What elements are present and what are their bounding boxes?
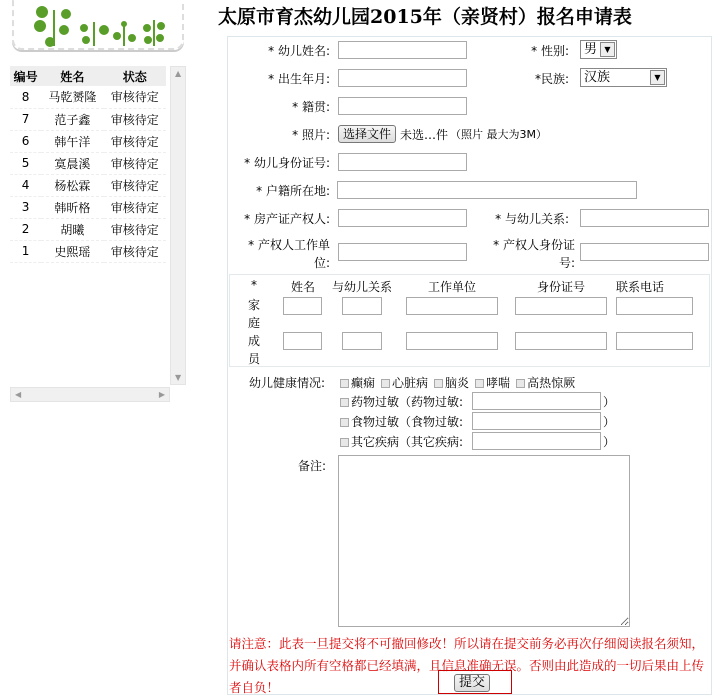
table-row[interactable] bbox=[10, 86, 166, 108]
row-status: 审核待定 bbox=[104, 196, 166, 218]
ethnic-select[interactable] bbox=[580, 68, 667, 87]
checkbox[interactable] bbox=[434, 379, 443, 388]
family-col-phone: 联系电话 bbox=[616, 280, 665, 294]
scroll-up-icon[interactable]: ▲ bbox=[175, 69, 182, 78]
page-title: 太原市育杰幼儿园2015年（亲贤村）报名申请表 bbox=[218, 6, 632, 28]
submit-frame bbox=[438, 670, 512, 694]
health-extra-label: 其它疾病 bbox=[351, 435, 400, 449]
row-status: 审核待定 bbox=[104, 108, 166, 130]
checkbox[interactable] bbox=[516, 379, 525, 388]
vertical-scrollbar[interactable] bbox=[170, 66, 186, 385]
scroll-right-icon[interactable]: ▶ bbox=[158, 390, 165, 399]
table-row[interactable] bbox=[10, 240, 166, 262]
row-name: 韩昕格 bbox=[41, 196, 103, 218]
family-name-input[interactable] bbox=[283, 297, 322, 315]
row-status: 审核待定 bbox=[104, 86, 166, 108]
row-name: 韩午洋 bbox=[41, 130, 103, 152]
health-extra-prompt: （药物过敏: bbox=[399, 395, 464, 409]
family-required-mark: * bbox=[251, 278, 257, 292]
owner-work-input[interactable] bbox=[338, 243, 467, 261]
scroll-left-icon[interactable]: ◀ bbox=[15, 390, 22, 399]
relation-label: * 与幼儿关系: bbox=[495, 212, 569, 226]
family-label: 成 bbox=[248, 334, 261, 348]
photo-label: * 照片: bbox=[292, 128, 330, 142]
chevron-down-icon: ▼ bbox=[650, 70, 665, 85]
ethnic-value: 汉族 bbox=[584, 70, 611, 85]
family-id-input[interactable] bbox=[515, 332, 607, 350]
family-col-name: 姓名 bbox=[291, 280, 316, 294]
hukou-label: * 户籍所在地: bbox=[256, 184, 330, 198]
family-relation-input[interactable] bbox=[342, 332, 382, 350]
plant-decoration-icon bbox=[14, 0, 182, 48]
row-id: 6 bbox=[10, 130, 41, 152]
row-id: 4 bbox=[10, 174, 41, 196]
scroll-down-icon[interactable]: ▼ bbox=[175, 373, 182, 382]
health-extra-label: 药物过敏 bbox=[351, 395, 400, 409]
table-row[interactable] bbox=[10, 108, 166, 130]
id-input[interactable] bbox=[338, 153, 467, 171]
family-label: 庭 bbox=[248, 316, 261, 330]
owner-work-label: * 产权人工作单 bbox=[248, 238, 330, 252]
family-phone-input[interactable] bbox=[616, 297, 693, 315]
horizontal-scrollbar[interactable] bbox=[10, 387, 170, 402]
photo-hint: （照片 最大为3M） bbox=[450, 128, 547, 141]
health-option-label: 哮喘 bbox=[486, 376, 511, 390]
row-status: 审核待定 bbox=[104, 174, 166, 196]
child-name-input[interactable] bbox=[338, 41, 467, 59]
checkbox[interactable] bbox=[381, 379, 390, 388]
family-phone-input[interactable] bbox=[616, 332, 693, 350]
health-option[interactable] bbox=[381, 376, 428, 390]
family-work-input[interactable] bbox=[406, 332, 498, 350]
row-name: 马乾赟隆 bbox=[41, 86, 103, 108]
health-option-label: 癫痫 bbox=[351, 376, 376, 390]
health-extra-input[interactable] bbox=[472, 432, 601, 450]
row-id: 3 bbox=[10, 196, 41, 218]
checkbox[interactable] bbox=[340, 398, 349, 407]
health-extra-input[interactable] bbox=[472, 392, 601, 410]
row-id: 7 bbox=[10, 108, 41, 130]
native-input[interactable] bbox=[338, 97, 467, 115]
row-id: 2 bbox=[10, 218, 41, 240]
row-name: 史熙瑶 bbox=[41, 240, 103, 262]
health-option-label: 高热惊厥 bbox=[527, 376, 576, 390]
gender-select[interactable] bbox=[580, 40, 617, 59]
health-extra-option[interactable] bbox=[340, 433, 463, 450]
checkbox[interactable] bbox=[475, 379, 484, 388]
table-row[interactable] bbox=[10, 152, 166, 174]
row-name: 杨松霖 bbox=[41, 174, 103, 196]
owner-label: * 房产证产权人: bbox=[244, 212, 330, 226]
birth-input[interactable] bbox=[338, 69, 467, 87]
owner-work-label-2: 位: bbox=[313, 256, 330, 270]
checkbox[interactable] bbox=[340, 418, 349, 427]
checkbox[interactable] bbox=[340, 438, 349, 447]
applicant-list bbox=[10, 66, 166, 263]
health-extra-option[interactable] bbox=[340, 393, 463, 410]
native-label: * 籍贯: bbox=[292, 100, 330, 114]
close-paren: ） bbox=[603, 415, 616, 429]
chevron-down-icon: ▼ bbox=[600, 42, 615, 57]
family-col-relation: 与幼儿关系 bbox=[332, 280, 393, 294]
row-status: 审核待定 bbox=[104, 130, 166, 152]
close-paren: ） bbox=[603, 435, 616, 449]
table-row[interactable] bbox=[10, 174, 166, 196]
family-col-id: 身份证号 bbox=[537, 280, 586, 294]
gender-value: 男 bbox=[584, 42, 598, 57]
relation-input[interactable] bbox=[580, 209, 709, 227]
health-extra-prompt: （食物过敏: bbox=[399, 415, 464, 429]
health-option[interactable] bbox=[434, 376, 469, 390]
remarks-textarea[interactable] bbox=[338, 455, 630, 627]
checkbox[interactable] bbox=[340, 379, 349, 388]
col-status: 状态 bbox=[104, 66, 166, 86]
family-label: 员 bbox=[248, 352, 261, 366]
health-option[interactable] bbox=[516, 376, 575, 390]
owner-input[interactable] bbox=[338, 209, 467, 227]
family-name-input[interactable] bbox=[283, 332, 322, 350]
health-option-label: 心脏病 bbox=[392, 376, 429, 390]
row-status: 审核待定 bbox=[104, 240, 166, 262]
child-name-label: * 幼儿姓名: bbox=[268, 44, 330, 58]
table-row[interactable] bbox=[10, 218, 166, 240]
owner-id-label: * 产权人身份证 bbox=[493, 238, 575, 252]
family-id-input[interactable] bbox=[515, 297, 607, 315]
col-name: 姓名 bbox=[41, 66, 103, 86]
family-relation-input[interactable] bbox=[342, 297, 382, 315]
logo-image bbox=[12, 0, 184, 50]
gender-label: * 性别: bbox=[531, 44, 569, 58]
health-extra-prompt: （其它疾病: bbox=[399, 435, 464, 449]
table-row[interactable] bbox=[10, 196, 166, 218]
owner-id-input[interactable] bbox=[580, 243, 709, 261]
health-option[interactable] bbox=[475, 376, 510, 390]
col-id: 编号 bbox=[10, 66, 41, 86]
family-col-work: 工作单位 bbox=[428, 280, 477, 294]
birth-label: * 出生年月: bbox=[268, 72, 330, 86]
health-extra-label: 食物过敏 bbox=[351, 415, 400, 429]
no-file-text: 未选…件 bbox=[400, 128, 449, 142]
health-option-label: 脑炎 bbox=[445, 376, 470, 390]
submit-button[interactable]: 提交 bbox=[454, 674, 490, 692]
choose-file-button[interactable]: 选择文件 bbox=[338, 125, 396, 143]
row-id: 8 bbox=[10, 86, 41, 108]
family-label: 家 bbox=[248, 298, 261, 312]
row-id: 5 bbox=[10, 152, 41, 174]
hukou-input[interactable] bbox=[337, 181, 637, 199]
health-extra-input[interactable] bbox=[472, 412, 601, 430]
notice-text: 请注意：此表一旦提交将不可撤回修改！所以请在提交前务必再次仔细阅读报名须知，并确认表格内所有空格都已经填满，且信息准确无误。否则由此造成的一切后果由上传者自负！ bbox=[229, 636, 705, 695]
family-work-input[interactable] bbox=[406, 297, 498, 315]
row-name: 寞晨溪 bbox=[41, 152, 103, 174]
ethnic-label: *民族: bbox=[534, 72, 569, 86]
row-status: 审核待定 bbox=[104, 152, 166, 174]
id-label: * 幼儿身份证号: bbox=[244, 156, 330, 170]
health-extra-option[interactable] bbox=[340, 413, 463, 430]
row-status: 审核待定 bbox=[104, 218, 166, 240]
remarks-label: 备注: bbox=[298, 459, 327, 473]
row-id: 1 bbox=[10, 240, 41, 262]
health-option[interactable] bbox=[340, 376, 375, 390]
health-label: 幼儿健康情况: bbox=[249, 376, 326, 390]
owner-id-label-2: 号: bbox=[558, 256, 575, 270]
row-name: 胡曦 bbox=[41, 218, 103, 240]
table-row[interactable] bbox=[10, 130, 166, 152]
close-paren: ） bbox=[603, 395, 616, 409]
row-name: 范子鑫 bbox=[41, 108, 103, 130]
